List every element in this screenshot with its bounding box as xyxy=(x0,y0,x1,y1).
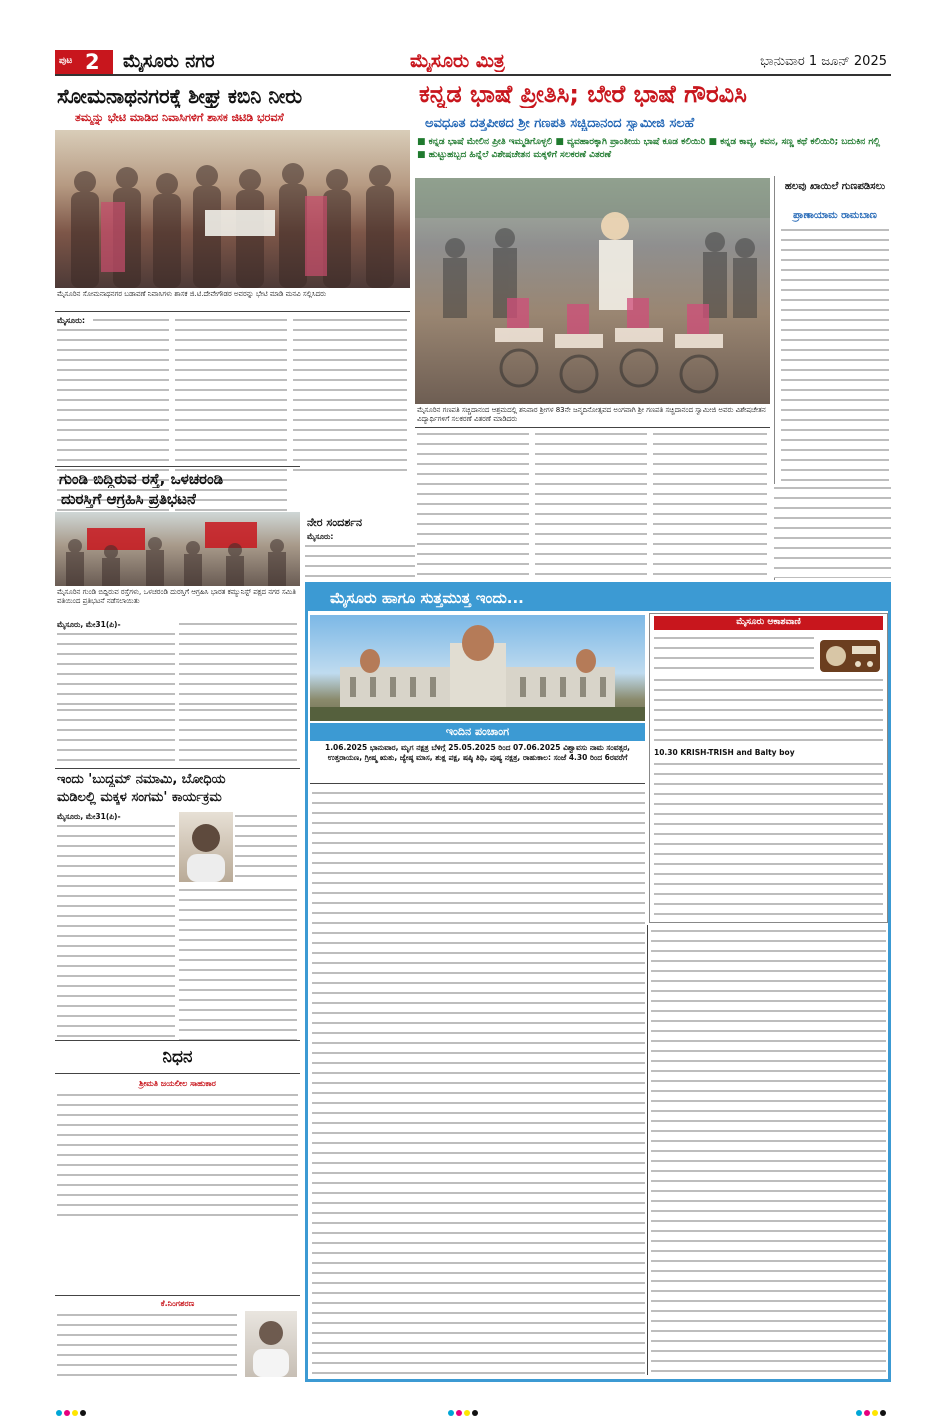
today-banner: ಮೈಸೂರು ಹಾಗೂ ಸುತ್ತಮುತ್ತ ಇಂದು... xyxy=(308,585,888,611)
story1-body-col1 xyxy=(93,316,169,326)
radio-schedule-bottom xyxy=(654,760,883,920)
palace-icon xyxy=(310,615,645,721)
story3-dateline: ಮೈಸೂರು, ಮೇ31(ಪಿ)- xyxy=(57,620,121,629)
registration-marks xyxy=(55,1402,891,1410)
story2-caption: ಮೈಸೂರಿನ ಗಣಪತಿ ಸಚ್ಚಿದಾನಂದ ಆಶ್ರಮದಲ್ಲಿ ಶನಿವಾರ ಶ್ರೀಗಳ 83ನೇ ಜನ್ಮದಿನೋತ್ಸವದ ಅಂಗವಾಗಿ ಶ್ರೀ ಗಣಪತಿ ಸಚ್ಚಿದಾನಂದ ಸ್ವಾಮೀಜಿ ಅವರು ವಿಶೇಷಚೇತನ ವಿದ್ಯಾರ್ಥಿಗಳಿಗೆ ಸಲಕರಣೆ ವಿತರಣೆ ಮಾಡಿದರು xyxy=(417,406,769,426)
story3-top-rule xyxy=(55,466,300,467)
portrait-icon xyxy=(179,812,233,882)
obituary-person1-text xyxy=(57,1091,298,1223)
radio-set-icon xyxy=(818,634,882,674)
radio-schedule xyxy=(654,676,883,746)
story2-subhead: ಅವಧೂತ ದತ್ತಪೀಠದ ಶ್ರೀ ಗಣಪತಿ ಸಚ್ಚಿದಾನಂದ ಸ್ವಾಮೀಜಿ ಸಲಹೆ xyxy=(425,116,695,131)
today-panel xyxy=(305,582,891,1382)
story4-top-rule xyxy=(55,768,300,769)
sidebar-title: ಹಲವು ಖಾಯಿಲೆ ಗುಣಪಡಿಸಲು xyxy=(784,181,886,192)
story3-body-col2-cont xyxy=(179,706,297,764)
events-left-col xyxy=(312,789,645,1375)
obituary-title: ನಿಧನ xyxy=(162,1047,193,1067)
obituary-title-rule xyxy=(55,1073,300,1074)
radio-title: ಮೈಸೂರು ಆಕಾಶವಾಣಿ xyxy=(654,616,883,630)
story4-dateline: ಮೈಸೂರು, ಮೇ31(ಪಿ)- xyxy=(57,812,121,821)
story3-body-col1 xyxy=(57,630,175,706)
direct-talk-title: ನೇರ ಸಂದರ್ಶನ xyxy=(307,516,363,529)
masthead xyxy=(55,48,891,76)
radio-box xyxy=(649,613,888,923)
obituary-person2-text xyxy=(57,1311,237,1383)
story2-bullets: ■ ಕನ್ನಡ ಭಾಷೆ ಮೇಲಿನ ಪ್ರೀತಿ ಇಮ್ಮಡಿಗೊಳ್ಳಲಿ ■ ವ್ಯವಹಾರಕ್ಕಾಗಿ ಪ್ರಾಂತೀಯ ಭಾಷೆ ಕೂಡ ಕಲಿಯಿರಿ ■ ಕನ್ನಡ ಕಾವ್ಯ, ಕವನ, ಸಣ್ಣ ಕಥೆ ಕಲಿಯಿರಿ; ಬದುಕಿನ ಗಲ್ಲಿ ■ ಹುಟ್ಟುಹಬ್ಬದ ಹಿನ್ನೆಲೆ ವಿಶೇಷಚೇತನ ಮಕ್ಕಳಿಗೆ ಸಲಕರಣೆ ವಿತರಣೆ xyxy=(417,137,881,160)
story2-caption-rule xyxy=(415,427,770,428)
story-road-protest xyxy=(55,466,300,706)
children-wheelchairs-icon xyxy=(415,178,770,404)
issue-date: ಭಾನುವಾರ 1 ಜೂನ್ 2025 xyxy=(760,54,887,69)
panchanga-text: 1.06.2025 ಭಾನುವಾರ, ಮೃಗ ನಕ್ಷತ್ರ ಬೆಳಿಗ್ಗೆ 25.05.2025 ರಿಂದ 07.06.2025 ವಿಶ್ವಾವಸು ನಾಮ ಸಂವತ್ಸರ, ಉತ್ತರಾಯಣ, ಗ್ರೀಷ್ಮ ಋತು, ಜ್ಯೇಷ್ಠ ಮಾಸ, ಶುಕ್ಲ ಪಕ್ಷ, ಷಷ್ಠಿ ತಿಥಿ, ಪುಷ್ಯ ನಕ್ಷತ್ರ, ರಾಹುಕಾಲ: ಸಂಜೆ 4.30 ರಿಂದ 6ರವರೆಗೆ xyxy=(324,743,631,762)
obituary-person2-photo xyxy=(245,1311,297,1377)
story3-headline-line2: ದುರಸ್ತಿಗೆ ಆಗ್ರಹಿಸಿ ಪ್ರತಿಭಟನೆ xyxy=(61,490,196,508)
direct-talk-body xyxy=(305,542,415,578)
radio-inline-program: 10.30 KRISH-TRISH and Balty boy xyxy=(654,748,795,757)
obituary-person2: ಕೆ.ನಿಂಗಶರಣ xyxy=(160,1299,195,1308)
story1-body-col3 xyxy=(293,316,407,476)
page-number-badge xyxy=(55,50,113,74)
story1-caption-rule xyxy=(55,311,410,312)
story4-body-col2-top xyxy=(235,812,297,882)
story1-photo xyxy=(55,130,410,288)
story3-body-col1-cont xyxy=(57,706,175,764)
page-label: ಪುಟ xyxy=(59,56,73,66)
paper-name: ಮೈಸೂರು ಮಿತ್ರ xyxy=(410,50,505,72)
obituary xyxy=(55,1040,300,1385)
story2-body-col2 xyxy=(535,430,647,580)
story3-body-col2 xyxy=(179,620,297,706)
story3-headline-line1: ಗುಂಡಿ ಬಿದ್ದಿರುವ ರಸ್ತೆ, ಒಳಚರಂಡಿ xyxy=(59,470,224,488)
obituary-person1: ಶ್ರೀಮತಿ ಜಯಲೀಲ ಸಾಹುಕಾರ xyxy=(139,1079,216,1088)
page-number: 2 xyxy=(85,50,100,74)
story2-headline: ಕನ್ನಡ ಭಾಷೆ ಪ್ರೀತಿಸಿ; ಬೇರೆ ಭಾಷೆ ಗೌರವಿಸಿ xyxy=(419,80,747,108)
events-right-col xyxy=(651,927,886,1375)
story4-headline-line2: ಮಡಿಲಲ್ಲಿ ಮಕ್ಕಳ ಸಂಗಮ' ಕಾರ್ಯಕ್ರಮ xyxy=(57,790,222,805)
sidebar-subtitle: ಪ್ರಾಣಾಯಾಮ ರಾಮಬಾಣ xyxy=(793,210,877,221)
story4-body-col1 xyxy=(57,822,175,1040)
protest-crowd-icon xyxy=(55,512,300,586)
radio-icon xyxy=(818,634,882,674)
story-buddham-namami xyxy=(55,768,300,1040)
direct-talk-dateline: ಮೈಸೂರು: xyxy=(307,532,334,541)
story4-portrait xyxy=(179,812,233,882)
section-title: ಮೈಸೂರು ನಗರ xyxy=(123,51,215,72)
story1-dateline: ಮೈಸೂರು: xyxy=(57,316,86,325)
story1-headline: ಸೋಮನಾಥನಗರಕ್ಕೆ ಶೀಘ್ರ ಕಬಿನಿ ನೀರು xyxy=(57,84,303,108)
story4-headline-line1: ಇಂದು 'ಬುದ್ಧಮ್ ನಮಾಮಿ, ಬೋಧಿಯ xyxy=(57,772,226,787)
sidebar-body-wide xyxy=(774,484,891,578)
story2-body-col1 xyxy=(417,430,529,580)
story1-caption: ಮೈಸೂರಿನ ಸೋಮನಾಥನಗರ ಬಡಾವಣೆ ನಿವಾಸಿಗಳು ಶಾಸಕ ಜಿ.ಟಿ.ದೇವೇಗೌಡರ ಅವರನ್ನು ಭೇಟಿ ಮಾಡಿ ಮನವಿ ಸಲ್ಲಿಸಿದರು xyxy=(57,290,407,310)
obituary-divider xyxy=(55,1295,300,1296)
panchanga-rule xyxy=(310,783,645,784)
story3-caption: ಮೈಸೂರಿನ ಗುಂಡಿ ಬಿದ್ದಿರುವ ರಸ್ತೆಗಳು, ಒಳಚರಂಡಿ ದುರಸ್ತಿಗೆ ಆಗ್ರಹಿಸಿ ಭಾರತ ಕಮ್ಯುನಿಸ್ಟ್ ಪಕ್ಷದ ನಗರ ಸಮಿತಿ ವತಿಯಿಂದ ಪ್ರತಿಭಟನೆ ನಡೆಸಲಾಯಿತು xyxy=(57,588,298,617)
panchanga-title: ಇಂದಿನ ಪಂಚಾಂಗ xyxy=(310,723,645,741)
sidebar-body-top xyxy=(781,226,889,484)
radio-schedule-top xyxy=(654,634,814,674)
events-column-rule xyxy=(647,925,648,1375)
story4-body-col2 xyxy=(179,886,297,1040)
group-of-people-icon xyxy=(55,130,410,288)
story3-photo xyxy=(55,512,300,586)
portrait-icon xyxy=(245,1311,297,1377)
story1-subhead: ತಮ್ಮನ್ನು ಭೇಟಿ ಮಾಡಿದ ನಿವಾಸಿಗಳಿಗೆ ಶಾಸಕ ಜಿಟಿಡಿ ಭರವಸೆ xyxy=(75,111,284,124)
story2-body-col3 xyxy=(653,430,767,580)
story2-photo xyxy=(415,178,770,404)
color-registration-icon xyxy=(55,1409,891,1417)
palace-photo xyxy=(310,615,645,721)
